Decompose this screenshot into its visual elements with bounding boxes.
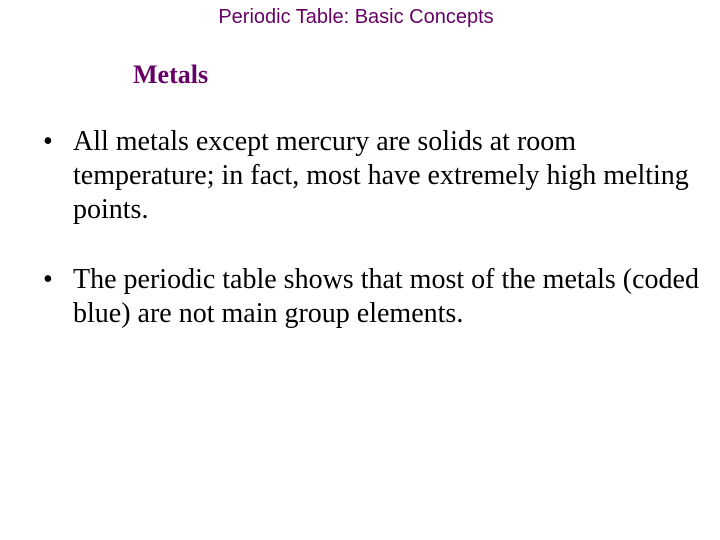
bullet-text: The periodic table shows that most of the metals (coded blue) are not main group elements. [73,264,699,329]
bullet-icon: • [43,126,53,157]
slide-title: Metals [133,60,209,89]
bullet-item-2 [43,263,703,331]
bullet-item-1 [43,125,703,227]
bullet-icon: • [43,264,53,295]
slide-header: Periodic Table: Basic Concepts [218,6,494,28]
bullet-list [43,125,703,367]
bullet-text: All metals except mercury are solids at room temperature; in fact, most have extremely high melting points. [73,126,689,225]
